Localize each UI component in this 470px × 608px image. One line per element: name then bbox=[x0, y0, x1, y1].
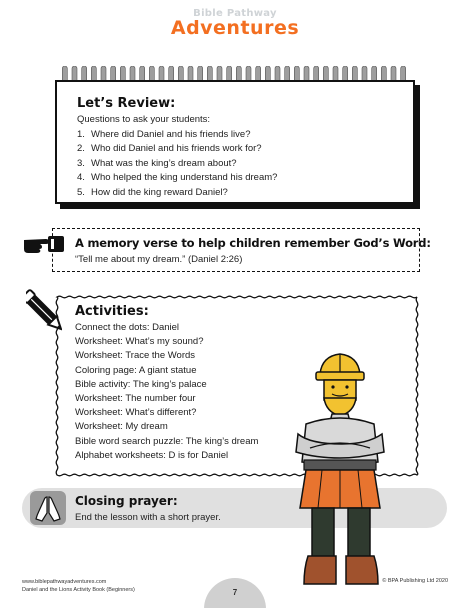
activity-item: Bible word search puzzle: The king’s dream bbox=[75, 435, 259, 447]
pointing-hand-icon bbox=[22, 230, 66, 254]
activity-item: Worksheet: What’s my sound? bbox=[75, 336, 204, 348]
closing-prayer-text: End the lesson with a short prayer. bbox=[75, 512, 221, 523]
review-question: 5. How did the king reward Daniel? bbox=[77, 186, 228, 198]
activities-title: Activities: bbox=[75, 304, 149, 319]
review-question: 4. Who helped the king understand his dream? bbox=[77, 172, 278, 183]
activity-item: Alphabet worksheets: D is for Daniel bbox=[75, 449, 229, 461]
soldier-illustration bbox=[270, 352, 410, 590]
pencil-icon bbox=[26, 288, 62, 336]
memory-verse-text: “Tell me about my dream.” (Daniel 2:26) bbox=[75, 254, 243, 265]
activity-item: Worksheet: What’s different? bbox=[75, 407, 197, 419]
review-intro: Questions to ask your students: bbox=[77, 114, 211, 125]
review-box bbox=[55, 80, 415, 204]
activity-item: Worksheet: The number four bbox=[75, 393, 196, 405]
activity-item: Connect the dots: Daniel bbox=[75, 322, 180, 333]
review-question: 3. What was the king’s dream about? bbox=[77, 157, 237, 169]
logo bbox=[0, 8, 470, 39]
footer-website: www.biblepathwayadventures.com bbox=[22, 579, 107, 585]
activity-item: Worksheet: Trace the Words bbox=[75, 350, 196, 362]
activity-item: Bible activity: The king’s palace bbox=[75, 378, 207, 390]
activity-item: Worksheet: My dream bbox=[75, 421, 168, 433]
footer-copyright: © BPA Publishing Ltd 2020 bbox=[382, 578, 448, 584]
logo-big-text: Adventures bbox=[170, 17, 300, 39]
memory-verse-box bbox=[52, 228, 420, 272]
footer-book-title: Daniel and the Lions Activity Book (Beginners) bbox=[22, 587, 135, 593]
logo-small-text: Bible Pathway bbox=[193, 8, 277, 19]
review-question: 1. Where did Daniel and his friends live? bbox=[77, 128, 251, 140]
review-question-list bbox=[77, 128, 393, 201]
closing-prayer-title: Closing prayer: bbox=[75, 494, 178, 508]
activity-item: Coloring page: A giant statue bbox=[75, 364, 197, 376]
page-number: 7 bbox=[232, 588, 238, 597]
review-question: 2. Who did Daniel and his friends work for? bbox=[77, 143, 262, 154]
activities-content bbox=[75, 304, 258, 463]
praying-hands-icon bbox=[30, 491, 66, 525]
memory-verse-title: A memory verse to help children remember God’s Word: bbox=[75, 236, 431, 250]
footer-left bbox=[22, 578, 135, 594]
review-title: Let’s Review: bbox=[77, 96, 176, 111]
